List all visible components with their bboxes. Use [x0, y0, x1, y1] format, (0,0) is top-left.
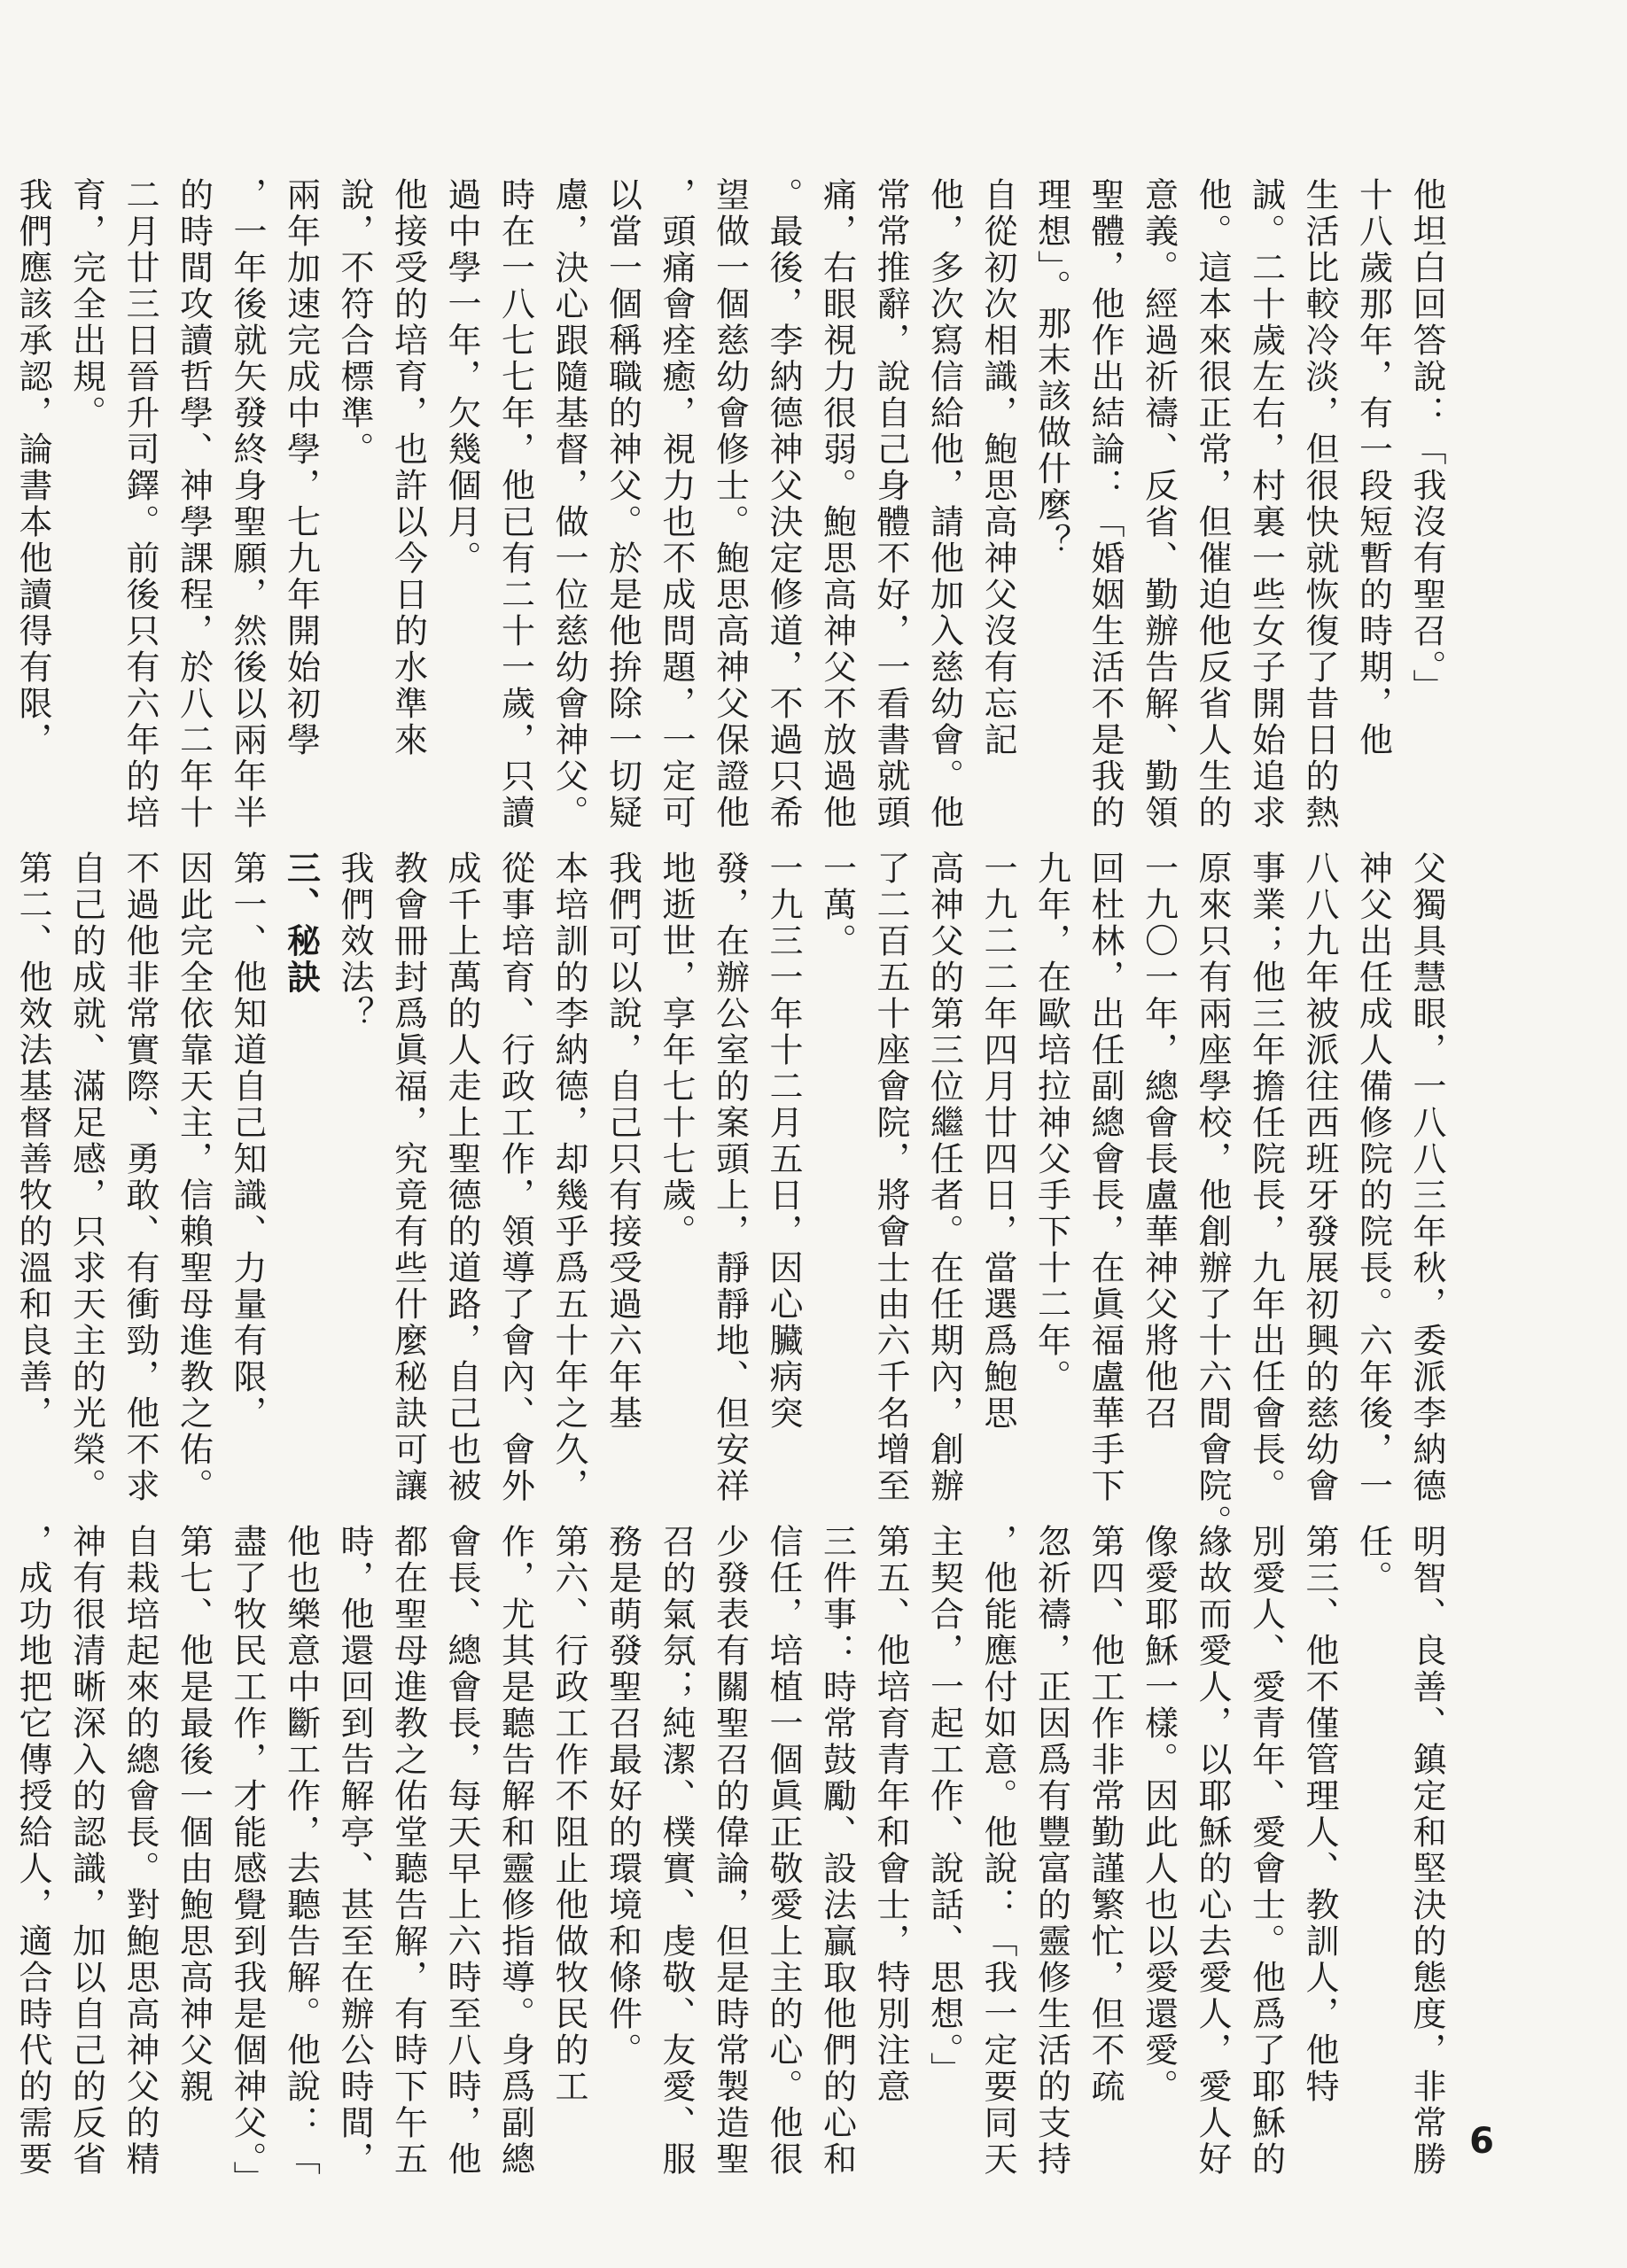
text-column: 慮，決心跟隨基督，做一位慈幼會神父。 [549, 177, 588, 831]
text-column: 神父出任成人備修院的院長。六年後，一 [1353, 850, 1393, 1504]
text-column: 他，多次寫信給他，請他加入慈幼會。他 [924, 177, 964, 831]
text-column: 從事培育、行政工作，領導了會內、會外 [495, 850, 535, 1504]
text-column: 他。這本來很正常，但催迫他反省人生的 [1193, 177, 1232, 831]
text-column: 三、秘訣 [281, 850, 322, 996]
text-column: 成千上萬的人走上聖德的道路，自己也被 [442, 850, 481, 1504]
text-column: 理想」。那末該做什麼？ [1031, 177, 1071, 560]
text-column: 會長、總會長，每天早上六時至八時，他 [442, 1524, 481, 2178]
text-column: 忽祈禱，正因爲有豐富的靈修生活的支持 [1031, 1524, 1071, 2178]
text-column: 作，尤其是聽告解和靈修指導。身爲副總 [495, 1524, 535, 2178]
text-column: ，他能應付如意。他說：「我一定要同天 [978, 1524, 1017, 2178]
text-column: 一九二二年四月廿四日，當選爲鮑思 [978, 850, 1017, 1432]
text-column: 原來只有兩座學校，他創辦了十六間會院。 [1193, 850, 1232, 1541]
text-block-middle [13, 850, 1453, 1541]
text-column: 常常推辭，說自己身體不好，一看書就頭 [871, 177, 910, 831]
text-column: 父獨具慧眼，一八八三年秋，委派李納德 [1407, 850, 1446, 1504]
text-column: 生活比較冷淡，但很快就恢復了昔日的熱 [1300, 177, 1339, 831]
text-column: 意義。經過祈禱、反省、勤辦告解、勤領 [1139, 177, 1179, 831]
text-column [0, 850, 6, 1471]
text-column: 。最後，李納德神父決定修道，不過只希 [764, 177, 803, 831]
text-column: 過中學一年，欠幾個月。 [442, 177, 481, 577]
text-column: 第三、他不僅管理人、教訓人，他特 [1300, 1524, 1339, 2105]
text-column: 自從初次相識，鮑思高神父沒有忘記 [978, 177, 1017, 758]
text-column: 第二、他效法基督善牧的溫和良善， [13, 850, 52, 1432]
text-column: 因此完全依靠天主，信賴聖母進教之佑。 [174, 850, 214, 1504]
text-column: 一萬。 [817, 850, 857, 959]
text-block-top [13, 177, 1453, 831]
text-column: 時在一八七七年，他已有二十一歲，只讀 [495, 177, 535, 831]
text-column: 自己的成就、滿足感，只求天主的光榮。 [66, 850, 106, 1504]
text-column: 痛，右眼視力很弱。鮑思高神父不放過他 [817, 177, 857, 831]
text-column: 信任，培植一個眞正敬愛上主的心。他很 [764, 1524, 803, 2178]
text-column: 像愛耶穌一樣。因此人也以愛還愛。 [1139, 1524, 1179, 2105]
text-column: 第四、他工作非常勤謹繁忙，但不疏 [1086, 1524, 1125, 2105]
text-column: 兩年加速完成中學，七九年開始初學 [281, 177, 321, 758]
text-column: 盡了牧民工作，才能感覺到我是個神父。」 [228, 1524, 267, 2197]
text-column: 了二百五十座會院，將會士由六千名增至 [871, 850, 910, 1504]
text-column: 育，完全出規。 [66, 177, 106, 431]
text-column: 不過他非常實際、勇敢、有衝勁，他不求 [121, 850, 160, 1504]
text-column: 發，在辦公室的案頭上，靜靜地、但安祥 [710, 850, 750, 1504]
text-column: 教會冊封爲眞福，究竟有些什麼秘訣可讓 [388, 850, 428, 1504]
text-column: 少發表有關聖召的偉論，但是時常製造聖 [710, 1524, 750, 2178]
text-column: 我們可以說，自己只有接受過六年基 [603, 850, 642, 1432]
text-column: ，頭痛會痊癒，視力也不成問題，一定可 [657, 177, 696, 831]
text-column: 我們應該承認，論書本他讀得有限， [13, 177, 52, 758]
text-column: 一九〇一年，總會長盧華神父將他召 [1139, 850, 1179, 1432]
text-column [0, 177, 6, 780]
text-column: 都在聖母進教之佑堂聽告解，有時下午五 [388, 1524, 428, 2178]
text-column: 神有很清晰深入的認識，加以自己的反省 [66, 1524, 106, 2178]
text-column: 第七、他是最後一個由鮑思高神父親 [174, 1524, 214, 2105]
text-column: 任。 [1353, 1524, 1393, 1596]
text-column: ，成功地把它傳授給人，適合時代的需要 [13, 1524, 52, 2178]
text-column: 他也樂意中斷工作，去聽告解。他說：「 [281, 1524, 321, 2178]
text-column: 九年，在歐培拉神父手下十二年。 [1031, 850, 1071, 1395]
text-column [0, 1524, 6, 2126]
text-column: 誠。二十歲左右，村裏一些女子開始追求 [1246, 177, 1286, 831]
text-column: 三件事：時常鼓勵、設法贏取他們的心和 [817, 1524, 857, 2178]
text-column: ，一年後就矢發終身聖願，然後以兩年半 [228, 177, 267, 831]
text-column: 時，他還回到告解亭、甚至在辦公時間， [335, 1524, 374, 2178]
text-column: 他接受的培育，也許以今日的水準來 [388, 177, 428, 758]
text-column: 地逝世，享年七十七歲。 [657, 850, 696, 1250]
text-column: 我們效法？ [335, 850, 374, 1032]
text-column: 第一、他知道自己知識、力量有限， [228, 850, 267, 1432]
text-column: 務是萌發聖召最好的環境和條件。 [603, 1524, 642, 2069]
text-column: 一九三一年十二月五日，因心臟病突 [764, 850, 803, 1432]
page-number: 6 [1469, 2121, 1494, 2162]
text-column: 明智、良善、鎮定和堅決的態度，非常勝 [1407, 1524, 1446, 2178]
text-column: 回杜林，出任副總會長，在眞福盧華手下 [1086, 850, 1125, 1504]
text-column: 二月廿三日晉升司鐸。前後只有六年的培 [121, 177, 160, 831]
text-column: 緣故而愛人，以耶穌的心去愛人，愛人好 [1193, 1524, 1232, 2178]
text-column: 第六、行政工作不阻止他做牧民的工 [549, 1524, 588, 2105]
text-column: 以當一個稱職的神父。於是他拚除一切疑 [603, 177, 642, 831]
text-column: 聖體，他作出結論：「婚姻生活不是我的 [1086, 177, 1125, 831]
text-column: 第五、他培育青年和會士，特別注意 [871, 1524, 910, 2105]
text-column: 的時間攻讀哲學、神學課程，於八二年十 [174, 177, 214, 831]
text-column: 八八九年被派往西班牙發展初興的慈幼會 [1300, 850, 1339, 1504]
text-column: 事業；他三年擔任院長，九年出任會長。 [1246, 850, 1286, 1504]
text-column: 高神父的第三位繼任者。在任期內，創辦 [924, 850, 964, 1504]
text-column: 自栽培起來的總會長。對鮑思高神父的精 [121, 1524, 160, 2178]
text-column: 別愛人、愛青年、愛會士。他爲了耶穌的 [1246, 1524, 1286, 2178]
text-column: 望做一個慈幼會修士。鮑思高神父保證他 [710, 177, 750, 831]
text-column: 說，不符合標準。 [335, 177, 374, 468]
text-column: 召的氣氛；純潔、樸實、虔敬、友愛、服 [657, 1524, 696, 2178]
text-column: 主契合，一起工作、說話、思想。」 [924, 1524, 964, 2088]
text-column: 他坦白回答說：「我沒有聖召。」 [1407, 177, 1446, 705]
text-column: 十八歲那年，有一段短暫的時期，他 [1353, 177, 1393, 758]
text-column: 本培訓的李納德，却幾乎爲五十年之久， [549, 850, 588, 1504]
text-block-bottom [13, 1524, 1453, 2197]
